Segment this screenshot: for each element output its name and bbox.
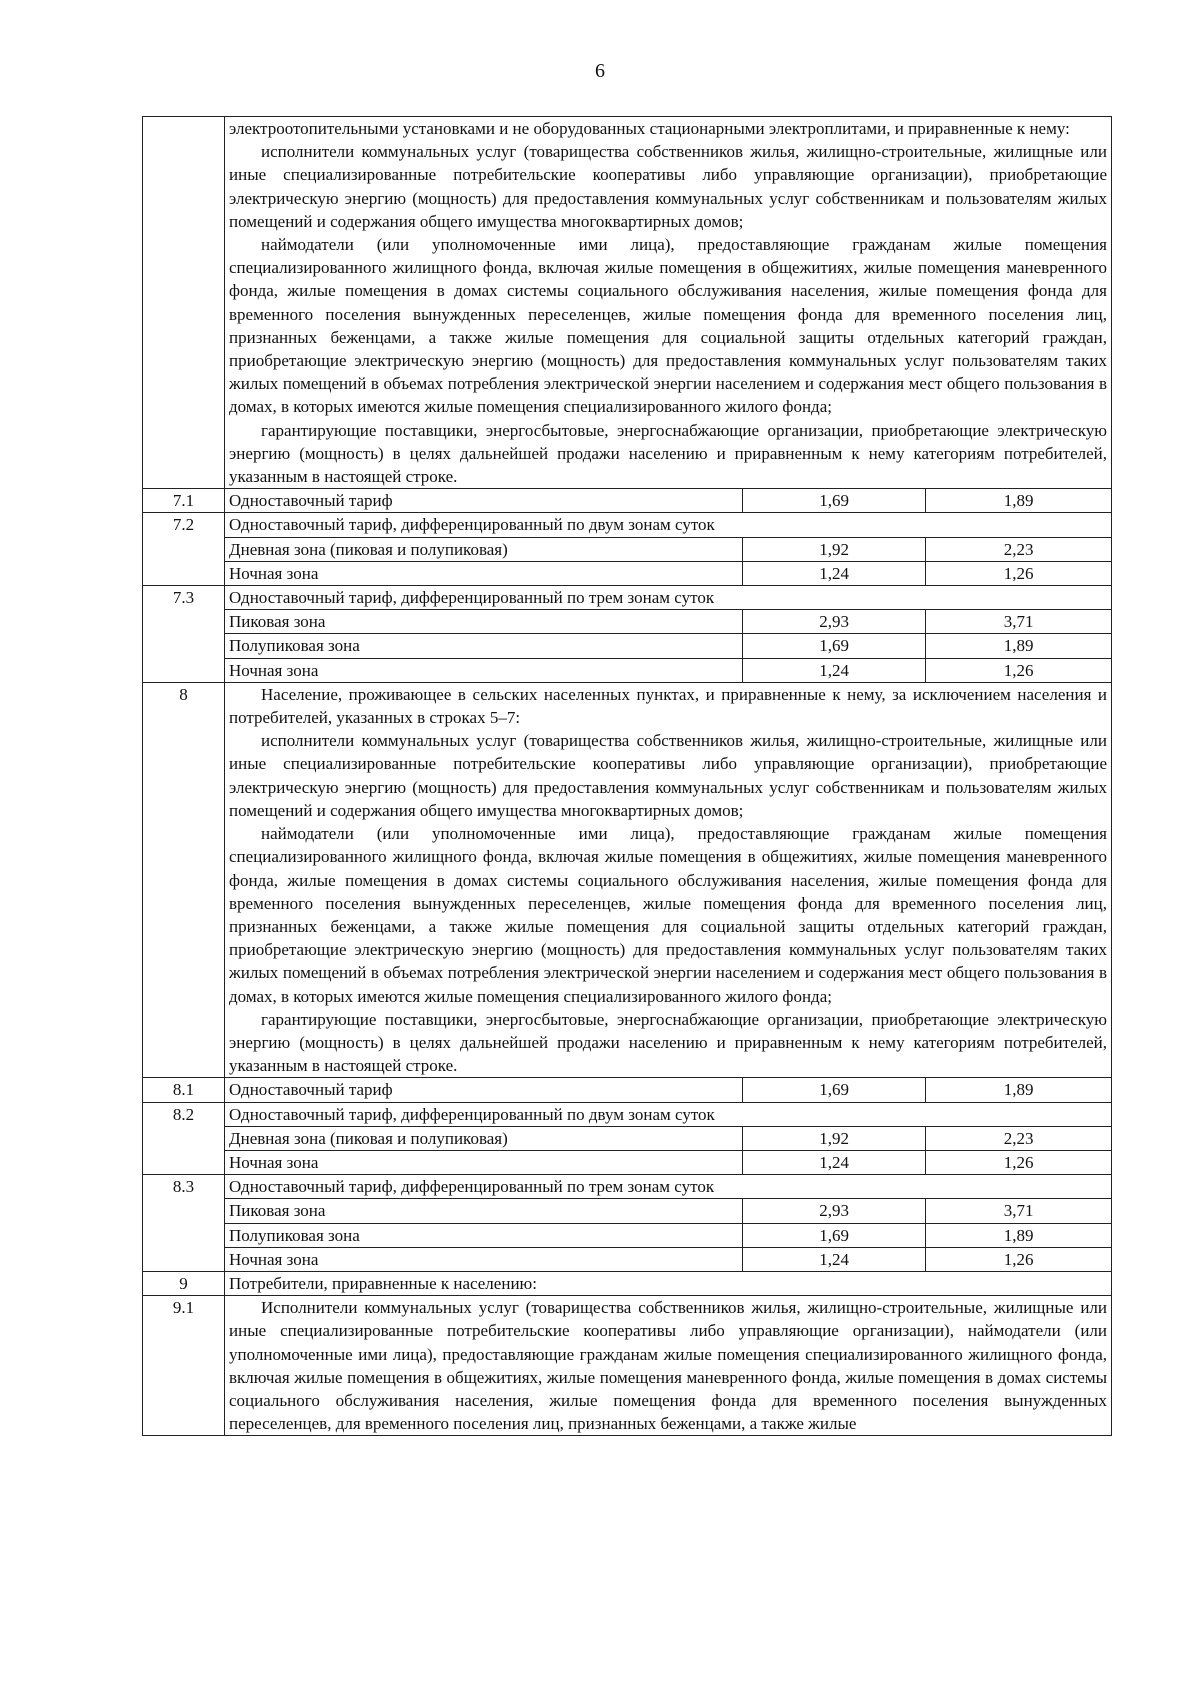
table-row — [143, 513, 1112, 537]
paragraph: Исполнители коммунальных услуг (товарищества собственников жилья, жилищно-строительные, жилищные или иные специализированные потребительские кооперативы либо управляющие организации), наймодатели (или уполномоченные ими лица), предоставляющие гражданам жилые помещения специализированного жилищного фонда, включая жилые помещения в общежитиях, жилые помещения маневренного фонда, жилые помещения в домах системы социального обслуживания населения, жилые помещения фонда для временного поселения вынужденных переселенцев, для временного поселения лиц, признанных беженцами, а также жилые — [229, 1298, 1107, 1434]
value-cell: 2,93 — [742, 610, 925, 634]
table-row — [143, 634, 1112, 658]
row-number: 7.2 — [143, 513, 225, 586]
value-cell: 1,89 — [926, 634, 1112, 658]
row-label: Ночная зона — [225, 658, 743, 682]
row-label: Дневная зона (пиковая и полупиковая) — [225, 537, 743, 561]
table-row — [143, 1223, 1112, 1247]
page-number: 6 — [595, 60, 605, 82]
row-number: 8.3 — [143, 1175, 225, 1272]
row-number: 7.3 — [143, 586, 225, 683]
paragraph: наймодатели (или уполномоченные ими лица), предоставляющие гражданам жилые помещения специализированного жилищного фонда, включая жилые помещения в общежитиях, жилые помещения маневренного фонда, жилые помещения в домах системы социального обслуживания населения, жилые помещения фонда для временного поселения вынужденных переселенцев, жилые помещения фонда для временного поселения лиц, признанных беженцами, а также жилые помещения для социальной защиты отдельных категорий граждан, приобретающие электрическую энергию (мощность) для предоставления коммунальных услуг пользователям таких жилых помещений в объемах потребления электрической энергии населением и содержания мест общего пользования в домах, в которых имеются жилые помещения специализированного жилого фонда; — [229, 235, 1107, 417]
row-label: Дневная зона (пиковая и полупиковая) — [225, 1126, 743, 1150]
value-cell: 1,89 — [926, 489, 1112, 513]
table-row — [143, 1102, 1112, 1126]
value-cell: 1,89 — [926, 1223, 1112, 1247]
row-label: Одноставочный тариф, дифференцированный по двум зонам суток — [225, 513, 1112, 537]
table-row — [143, 537, 1112, 561]
table-row — [143, 1199, 1112, 1223]
table-row — [143, 682, 1112, 1077]
table-row — [143, 117, 1112, 489]
row-number: 7.1 — [143, 489, 225, 513]
table-row — [143, 1247, 1112, 1271]
row-number: 8 — [143, 682, 225, 1077]
value-cell: 1,26 — [926, 1247, 1112, 1271]
paragraph: гарантирующие поставщики, энергосбытовые, энергоснабжающие организации, приобретающие электрическую энергию (мощность) в целях дальнейшей продажи населению и приравненным к нему категориям потребителей, указанным в настоящей строке. — [229, 1009, 1107, 1076]
table-row — [143, 1175, 1112, 1199]
row-label: Полупиковая зона — [225, 1223, 743, 1247]
row-number: 8.2 — [143, 1102, 225, 1175]
value-cell: 1,26 — [926, 658, 1112, 682]
row-label: Полупиковая зона — [225, 634, 743, 658]
table-row — [143, 1296, 1112, 1436]
table-row — [143, 1150, 1112, 1174]
row-label: Одноставочный тариф — [225, 1078, 743, 1102]
table-row — [143, 586, 1112, 610]
row-label: Ночная зона — [225, 1150, 743, 1174]
table-row — [143, 658, 1112, 682]
section-9-1-description — [225, 1296, 1112, 1436]
table-row — [143, 489, 1112, 513]
value-cell: 2,93 — [742, 1199, 925, 1223]
section-8-description — [225, 682, 1112, 1077]
value-cell: 1,69 — [742, 634, 925, 658]
value-cell: 1,24 — [742, 561, 925, 585]
value-cell: 1,26 — [926, 1150, 1112, 1174]
table-row — [143, 610, 1112, 634]
row-label: Пиковая зона — [225, 610, 743, 634]
value-cell: 1,69 — [742, 489, 925, 513]
row-number — [143, 117, 225, 489]
paragraph: гарантирующие поставщики, энергосбытовые, энергоснабжающие организации, приобретающие электрическую энергию (мощность) в целях дальнейшей продажи населению и приравненным к нему категориям потребителей, указанным в настоящей строке. — [229, 420, 1107, 487]
row-number: 9.1 — [143, 1296, 225, 1436]
row-label: Потребители, приравненные к населению: — [225, 1271, 1112, 1295]
paragraph: исполнители коммунальных услуг (товарищества собственников жилья, жилищно-строительные, жилищные или иные специализированные потребительские кооперативы либо управляющие организации), приобретающие электрическую энергию (мощность) для предоставления коммунальных услуг собственникам и пользователям жилых помещений и содержания общего имущества многоквартирных домов; — [229, 731, 1107, 820]
row-label: Пиковая зона — [225, 1199, 743, 1223]
value-cell: 1,24 — [742, 658, 925, 682]
value-cell: 1,69 — [742, 1078, 925, 1102]
row-label: Одноставочный тариф, дифференцированный по двум зонам суток — [225, 1102, 1112, 1126]
row-number: 8.1 — [143, 1078, 225, 1102]
value-cell: 2,23 — [926, 1126, 1112, 1150]
row-label: Ночная зона — [225, 561, 743, 585]
paragraph: Население, проживающее в сельских населенных пунктах, и приравненные к нему, за исключением населения и потребителей, указанных в строках 5–7: — [229, 684, 1107, 728]
row-label: Одноставочный тариф — [225, 489, 743, 513]
value-cell: 1,24 — [742, 1150, 925, 1174]
paragraph: наймодатели (или уполномоченные ими лица), предоставляющие гражданам жилые помещения специализированного жилищного фонда, включая жилые помещения в общежитиях, жилые помещения маневренного фонда, жилые помещения в домах системы социального обслуживания населения, жилые помещения фонда для временного поселения вынужденных переселенцев, жилые помещения фонда для временного поселения лиц, признанных беженцами, а также жилые помещения для социальной защиты отдельных категорий граждан, приобретающие электрическую энергию (мощность) для предоставления коммунальных услуг пользователям таких жилых помещений в объемах потребления электрической энергии населением и содержания мест общего пользования в домах, в которых имеются жилые помещения специализированного жилого фонда; — [229, 824, 1107, 1006]
paragraph: электроотопительными установками и не оборудованных стационарными электроплитами, и приравненные к нему: — [229, 119, 1070, 138]
value-cell: 3,71 — [926, 610, 1112, 634]
value-cell: 3,71 — [926, 1199, 1112, 1223]
paragraph: исполнители коммунальных услуг (товарищества собственников жилья, жилищно-строительные, жилищные или иные специализированные потребительские кооперативы либо управляющие организации), приобретающие электрическую энергию (мощность) для предоставления коммунальных услуг собственникам и пользователям жилых помещений и содержания общего имущества многоквартирных домов; — [229, 142, 1107, 231]
row-number: 9 — [143, 1271, 225, 1295]
table-row — [143, 1078, 1112, 1102]
value-cell: 2,23 — [926, 537, 1112, 561]
value-cell: 1,24 — [742, 1247, 925, 1271]
row-label: Ночная зона — [225, 1247, 743, 1271]
row-label: Одноставочный тариф, дифференцированный по трем зонам суток — [225, 1175, 1112, 1199]
value-cell: 1,92 — [742, 537, 925, 561]
table-row — [143, 1271, 1112, 1295]
table-row — [143, 1126, 1112, 1150]
value-cell: 1,26 — [926, 561, 1112, 585]
value-cell: 1,89 — [926, 1078, 1112, 1102]
value-cell: 1,92 — [742, 1126, 925, 1150]
tariff-table — [142, 116, 1112, 1436]
section-7-description — [225, 117, 1112, 489]
table-row — [143, 561, 1112, 585]
row-label: Одноставочный тариф, дифференцированный по трем зонам суток — [225, 586, 1112, 610]
value-cell: 1,69 — [742, 1223, 925, 1247]
